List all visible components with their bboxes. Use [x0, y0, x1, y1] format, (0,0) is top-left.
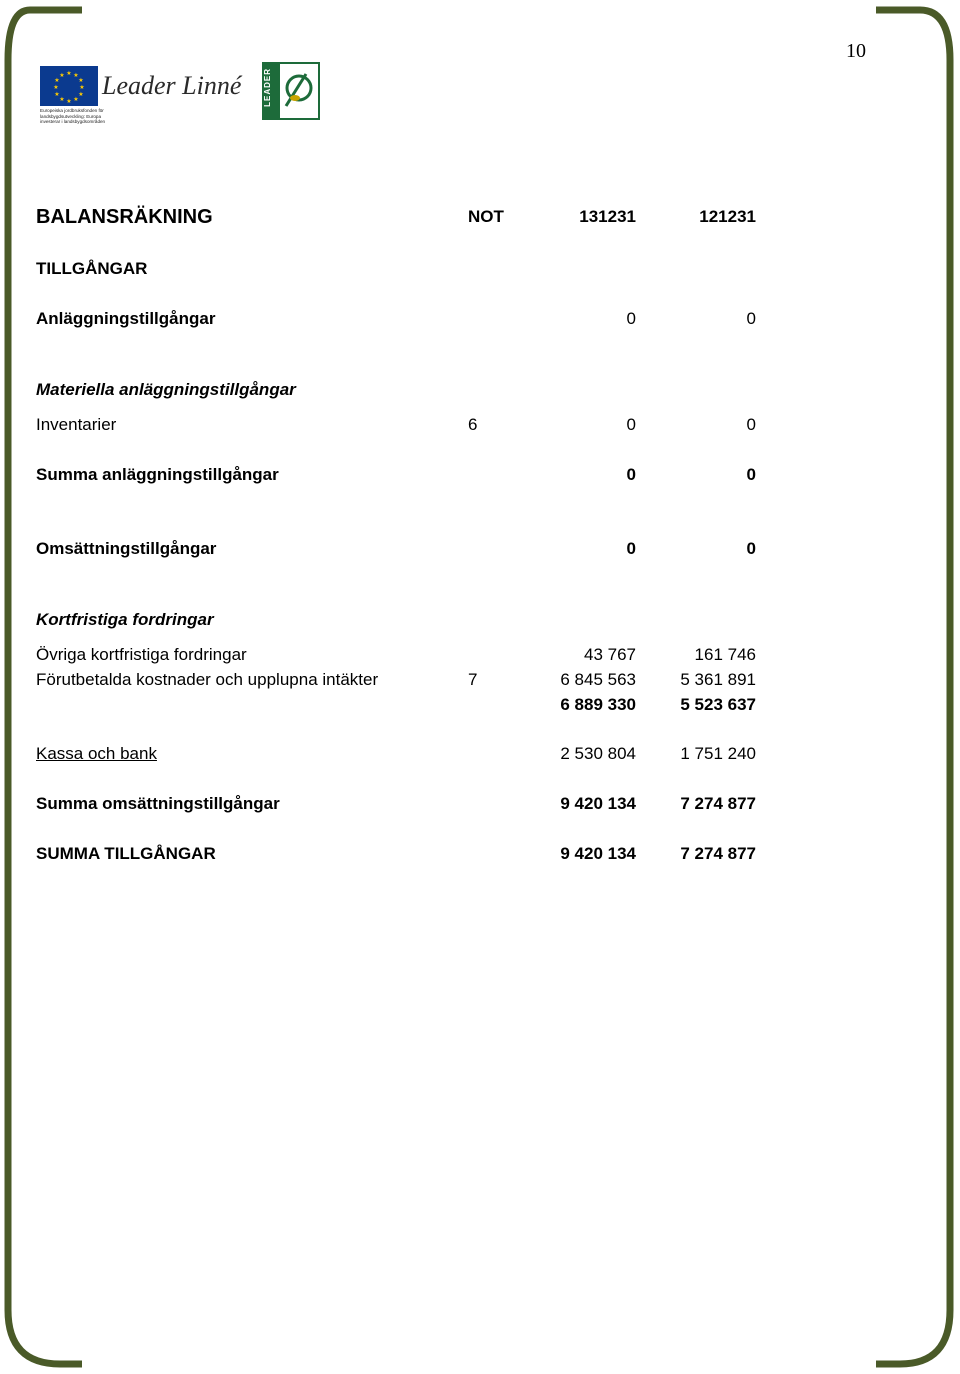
eu-flag-icon [40, 66, 98, 106]
col1-header: 131231 [579, 207, 636, 226]
row-summa-tillgangar [36, 842, 766, 866]
row-value-col2: 0 [746, 465, 756, 484]
row-value-col1: 43 767 [584, 645, 636, 664]
row-label: Inventarier [36, 415, 117, 434]
row-ovriga-fordringar [36, 643, 766, 667]
svg-text:★: ★ [54, 91, 60, 98]
row-value-col2: 5 361 891 [680, 670, 756, 689]
eu-caption: Europeiska jordbruksfonden för landsbygdsutveckling: Europa investerar i landsbygdsområden [40, 108, 106, 125]
row-omsattningstillgangar [36, 537, 766, 561]
row-inventarier [36, 413, 766, 437]
svg-text:★: ★ [59, 72, 65, 79]
row-anlaggningstillgangar [36, 307, 766, 331]
svg-text:★: ★ [73, 96, 79, 103]
row-forutbetalda [36, 668, 766, 692]
svg-text:★: ★ [78, 77, 84, 84]
page-title: BALANSRÄKNING [36, 206, 213, 228]
row-value-col2: 0 [746, 309, 756, 328]
leader-linne-logo [102, 68, 260, 104]
row-value-col1: 2 530 804 [560, 744, 636, 763]
row-value-col1: 9 420 134 [560, 844, 636, 863]
row-label: Anläggningstillgångar [36, 309, 216, 328]
row-subtotal-fordringar [36, 693, 766, 717]
row-value-col2: 1 751 240 [680, 744, 756, 763]
row-label: Summa anläggningstillgångar [36, 465, 279, 484]
subsection-materiella [36, 378, 766, 402]
row-summa-anlaggning [36, 463, 766, 487]
row-value-col1: 0 [626, 539, 636, 558]
row-value-col2: 161 746 [694, 645, 756, 664]
row-kassa-bank [36, 742, 766, 766]
row-label: Kassa och bank [36, 744, 157, 763]
svg-text:★: ★ [79, 84, 85, 91]
row-label: TILLGÅNGAR [36, 259, 148, 278]
row-value-col1: 6 889 330 [560, 695, 636, 714]
leader-linne-text: Leader Linné [102, 71, 242, 100]
svg-text:★: ★ [66, 98, 72, 105]
row-value-col2: 7 274 877 [680, 844, 756, 863]
row-label: Kortfristiga fordringar [36, 610, 214, 629]
row-value-col1: 0 [626, 465, 636, 484]
row-value-col1: 6 845 563 [560, 670, 636, 689]
row-summa-omsattning [36, 792, 766, 816]
row-value-col2: 0 [746, 539, 756, 558]
leader-emblem-icon [262, 62, 320, 120]
row-label: Övriga kortfristiga fordringar [36, 645, 247, 664]
svg-text:★: ★ [78, 91, 84, 98]
row-value-col1: 0 [626, 415, 636, 434]
row-label: SUMMA TILLGÅNGAR [36, 844, 216, 863]
row-label: Förutbetalda kostnader och upplupna intäkter [36, 670, 379, 689]
header-row [36, 205, 766, 229]
svg-text:★: ★ [54, 77, 60, 84]
svg-text:★: ★ [73, 72, 79, 79]
row-value-col1: 9 420 134 [560, 794, 636, 813]
row-label: Omsättningstillgångar [36, 539, 217, 558]
col2-header: 121231 [699, 207, 756, 226]
svg-text:★: ★ [66, 70, 72, 77]
row-note: 6 [468, 415, 478, 434]
row-value-col2: 5 523 637 [680, 695, 756, 714]
svg-text:★: ★ [53, 84, 59, 91]
row-label: Summa omsättningstillgångar [36, 794, 280, 813]
leader-badge-text: LEADER [263, 68, 272, 107]
row-value-col2: 7 274 877 [680, 794, 756, 813]
subsection-kortfristiga [36, 608, 766, 632]
row-value-col2: 0 [746, 415, 756, 434]
row-note: 7 [468, 670, 478, 689]
note-column-header: NOT [468, 207, 504, 226]
section-tillgangar [36, 257, 766, 281]
logo-bar [40, 62, 322, 126]
row-label: Materiella anläggningstillgångar [36, 380, 296, 399]
row-value-col1: 0 [626, 309, 636, 328]
page-number: 10 [846, 40, 866, 62]
svg-text:★: ★ [59, 96, 65, 103]
